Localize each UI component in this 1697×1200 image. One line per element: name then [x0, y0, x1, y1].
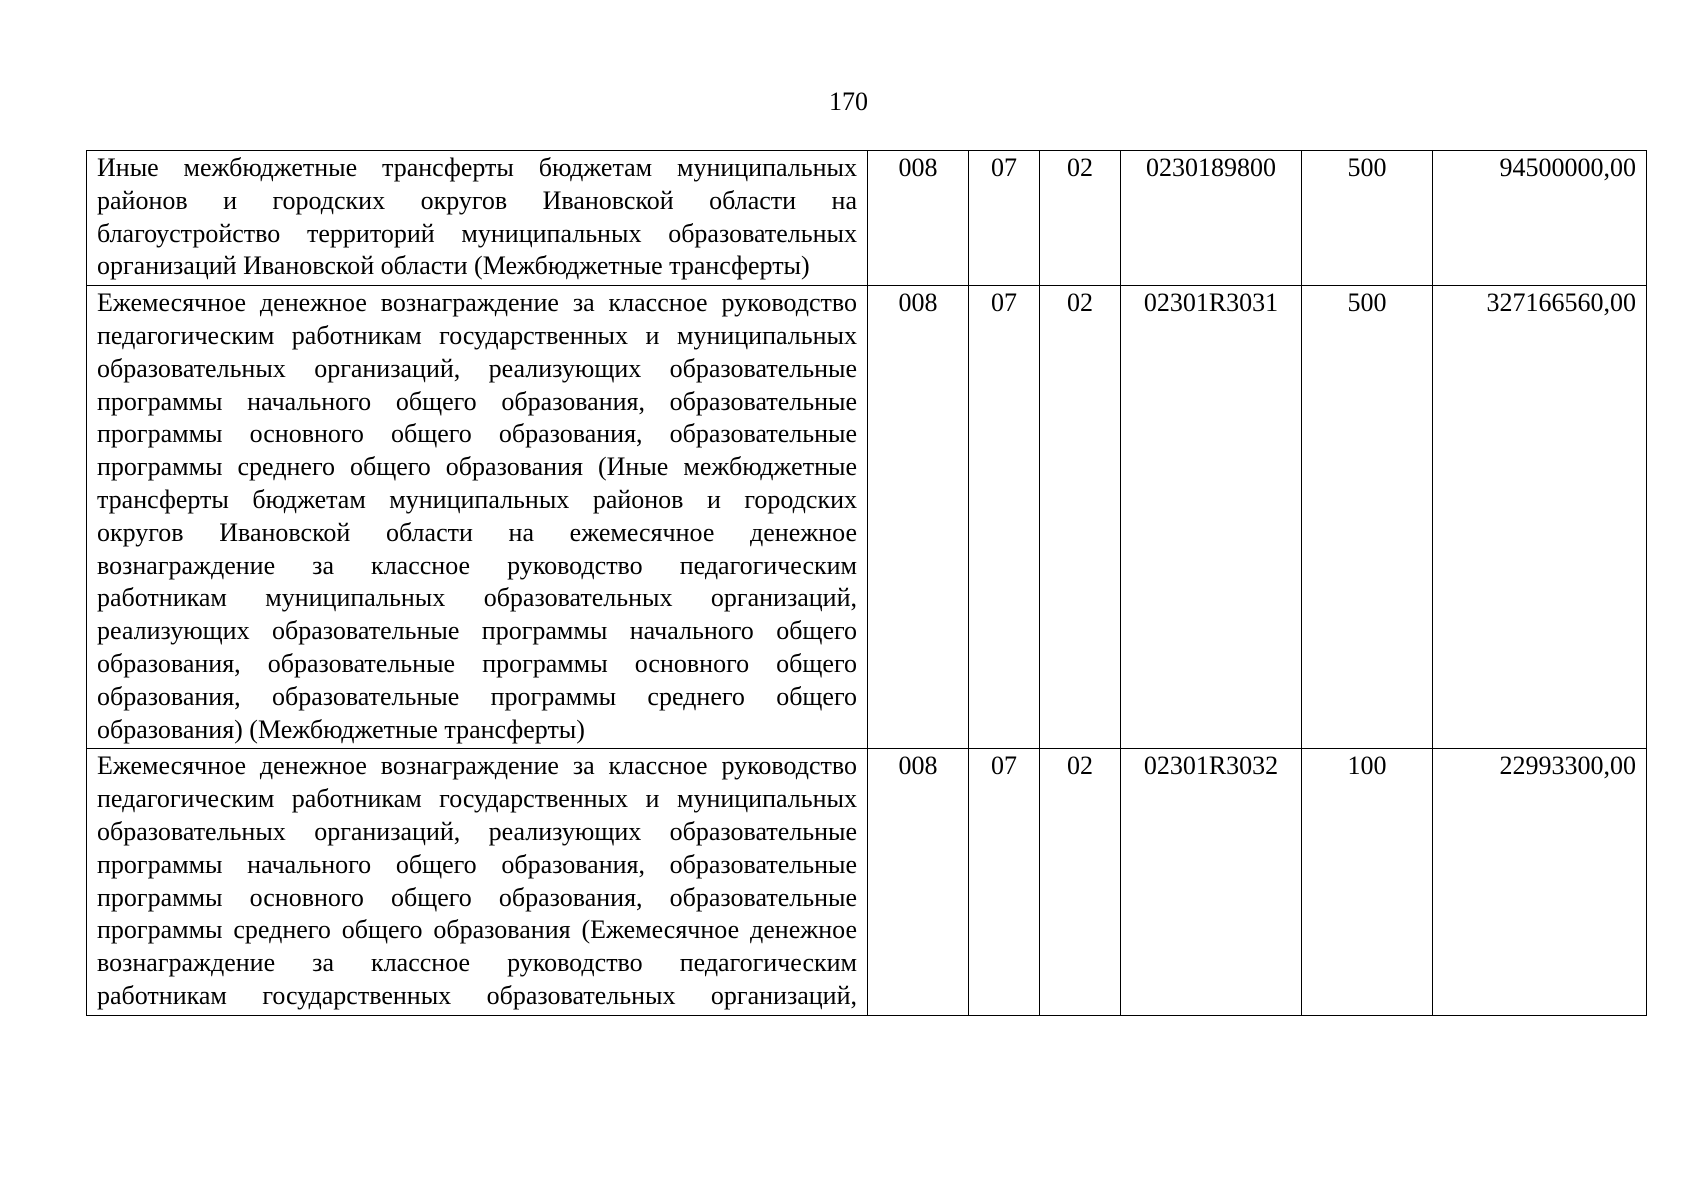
- table-row: [87, 749, 1647, 1015]
- amount: 327166560,00: [1433, 286, 1647, 749]
- target-article-code: 02301R3032: [1121, 749, 1302, 1015]
- section-code: 07: [969, 286, 1040, 749]
- table-row: [87, 151, 1647, 286]
- expense-type-code: 500: [1302, 151, 1433, 286]
- subsection-code: 02: [1040, 286, 1121, 749]
- subsection-code: 02: [1040, 749, 1121, 1015]
- table-row: [87, 286, 1647, 749]
- subsection-code: 02: [1040, 151, 1121, 286]
- expense-type-code: 100: [1302, 749, 1433, 1015]
- ministry-code: 008: [868, 286, 969, 749]
- page-number: 170: [829, 87, 868, 116]
- target-article-code: 0230189800: [1121, 151, 1302, 286]
- expense-description: Иные межбюджетные трансферты бюджетам муниципальных районов и городских округов Ивановской области на благоустройство территорий муниципальных образовательных организаций Ивановской области (Межбюджетные трансферты): [87, 151, 868, 286]
- amount: 94500000,00: [1433, 151, 1647, 286]
- expense-description: Ежемесячное денежное вознаграждение за классное руководство педагогическим работникам государственных и муниципальных образовательных организаций, реализующих образовательные программы начального общего образования, образовательные программы основного общего образования, образовательные программы среднего общего образования (Ежемесячное денежное вознаграждение за классное руководство педагогическим работникам государственных образовательных организаций,: [87, 749, 868, 1015]
- section-code: 07: [969, 749, 1040, 1015]
- expense-description: Ежемесячное денежное вознаграждение за классное руководство педагогическим работникам государственных и муниципальных образовательных организаций, реализующих образовательные программы начального общего образования, образовательные программы основного общего образования, образовательные программы среднего общего образования (Иные межбюджетные трансферты бюджетам муниципальных районов и городских округов Ивановской области на ежемесячное денежное вознаграждение за классное руководство педагогическим работникам муниципальных образовательных организаций, реализующих образовательные программы начального общего образования, образовательные программы основного общего образования, образовательные программы среднего общего образования) (Межбюджетные трансферты): [87, 286, 868, 749]
- budget-allocation-table: [86, 150, 1647, 1016]
- section-code: 07: [969, 151, 1040, 286]
- amount: 22993300,00: [1433, 749, 1647, 1015]
- ministry-code: 008: [868, 151, 969, 286]
- target-article-code: 02301R3031: [1121, 286, 1302, 749]
- expense-type-code: 500: [1302, 286, 1433, 749]
- ministry-code: 008: [868, 749, 969, 1015]
